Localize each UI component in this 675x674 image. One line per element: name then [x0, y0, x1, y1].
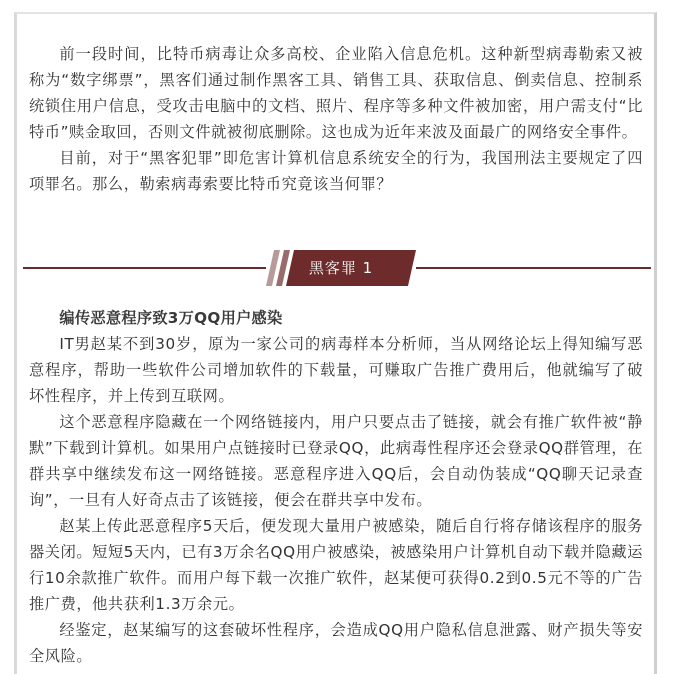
- intro-paragraph: 前一段时间，比特币病毒让众多高校、企业陷入信息危机。这种新型病毒勒索又被称为“数字绑票”，黑客们通过制作黑客工具、销售工具、获取信息、倒卖信息、控制系统锁住用户信息，受攻击电脑中的文档、照片、程序等多种文件被加密，用户需支付“比特币”赎金取回，否则文件就被彻底删除。这也成为近年来波及面最广的网络安全事件。: [29, 45, 643, 141]
- section-tag-label: 黑客罪 1: [308, 259, 374, 277]
- case-paragraph: IT男赵某不到30岁，原为一家公司的病毒样本分析师，当从网络论坛上得知编写恶意程序，帮助一些软件公司增加软件的下载量，可赚取广告推广费用后，他就编写了破坏性程序，并上传到互联网。: [29, 335, 643, 405]
- intro-section: [29, 41, 643, 197]
- case-section: [29, 305, 643, 669]
- case-paragraph: 经鉴定，赵某编写的这套破坏性程序，会造成QQ用户隐私信息泄露、财产损失等安全风险。: [29, 621, 643, 665]
- case-paragraph: 赵某上传此恶意程序5天后，便发现大量用户被感染，随后自行将存储该程序的服务器关闭。短短5天内，已有3万余名QQ用户被感染，被感染用户计算机自动下载并隐藏运行10余款推广软件。而用户每下载一次推广软件，赵某便可获得0.2到0.5元不等的广告推广费，他共获利1.3万余元。: [29, 517, 643, 613]
- case-paragraph: 这个恶意程序隐藏在一个网络链接内，用户只要点击了链接，就会有推广软件被“静默”下载到计算机。如果用户点链接时已登录QQ，此病毒性程序还会登录QQ群管理，在群共享中继续发布这一网络链接。恶意程序进入QQ后，会自动伪装成“QQ聊天记录查询”，一旦有人好奇点击了该链接，便会在群共享中发布。: [29, 413, 643, 509]
- section-tag: [266, 250, 416, 286]
- case-heading: 编传恶意程序致3万QQ用户感染: [59, 309, 283, 327]
- section-divider: [23, 246, 651, 290]
- intro-paragraph: 目前，对于“黑客犯罪”即危害计算机信息系统安全的行为，我国刑法主要规定了四项罪名。那么，勒索病毒索要比特币究竟该当何罪？: [29, 149, 643, 193]
- article-card: [14, 12, 657, 674]
